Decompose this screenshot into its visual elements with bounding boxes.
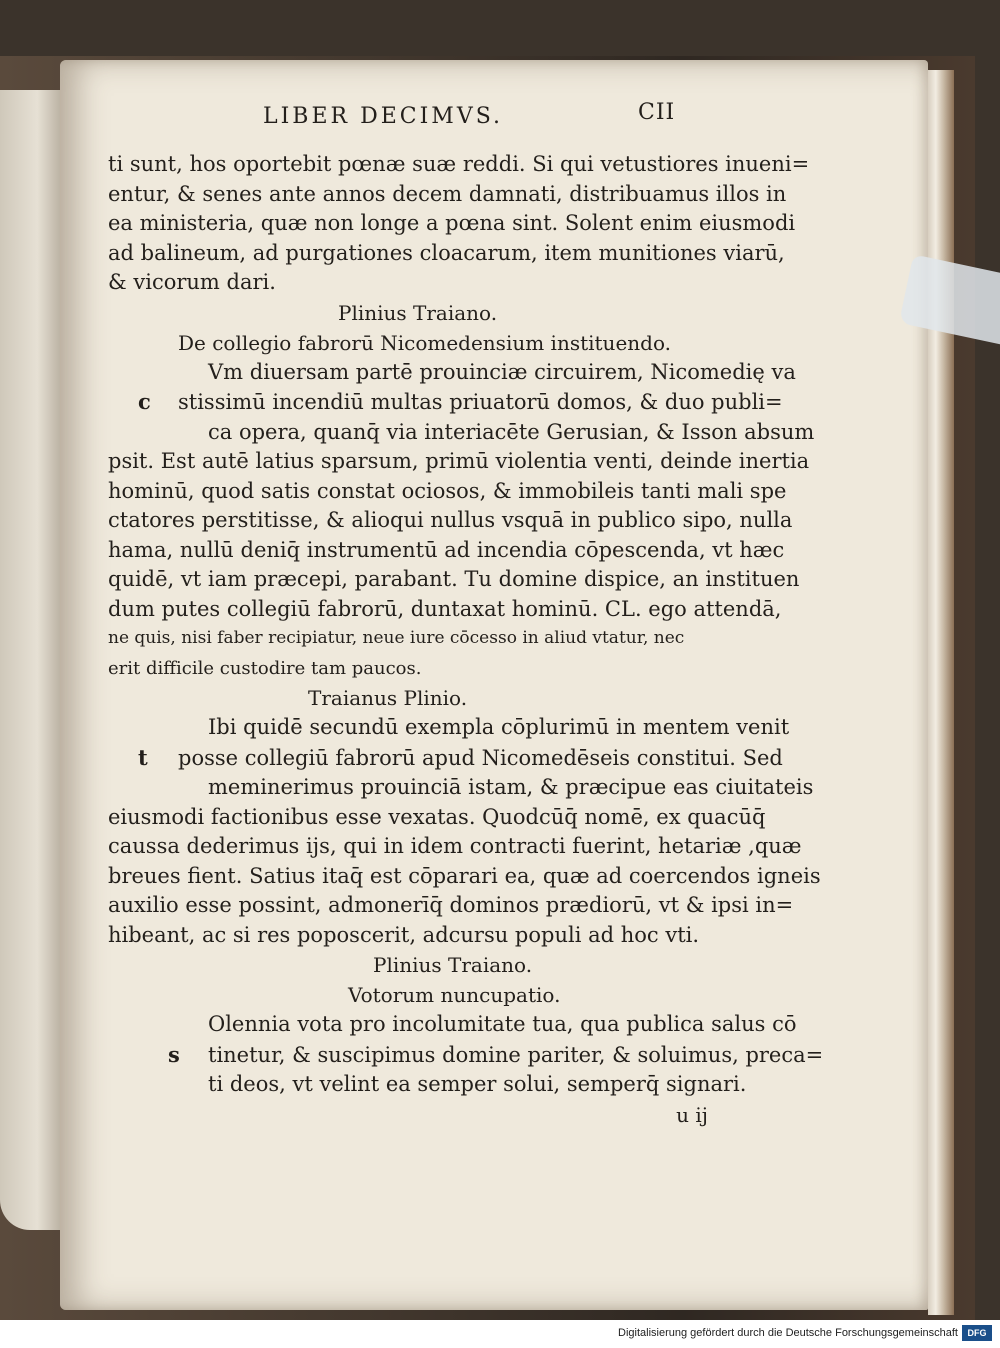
running-title: LIBER DECIMVS. bbox=[263, 104, 503, 129]
text-line: & vicorum dari. bbox=[108, 270, 276, 294]
letter-section-3 bbox=[108, 950, 824, 1130]
page-text bbox=[108, 100, 824, 1130]
text-line: caussa dederimus ijs, qui in idem contracti fuerint, hetariæ ,quæ bbox=[108, 834, 802, 858]
text-line: dum putes collegiū fabrorū, duntaxat hominū. CL. ego attendā, bbox=[108, 596, 782, 621]
text-line: hama, nullū deniq̄ instrumentū ad incendia cōpescenda, vt hæc bbox=[108, 537, 785, 562]
text-line: s tinetur, & suscipimus domine pariter, & soluimus, preca= bbox=[108, 1040, 778, 1071]
text-line: ad balineum, ad purgationes cloacarum, item munitiones viarū, bbox=[108, 240, 785, 265]
text-line: meminerimus prouinciā istam, & præcipue eas ciuitateis bbox=[208, 775, 814, 799]
funding-credit: Digitalisierung gefördert durch die Deutsche Forschungsgemeinschaft bbox=[618, 1327, 958, 1339]
text-line: erit difficile custodire tam paucos. bbox=[108, 657, 422, 679]
signature-mark: u ij bbox=[676, 1102, 708, 1127]
left-page-edge bbox=[0, 90, 62, 1230]
text-line: entur, & senes ante annos decem damnati, distribuamus illos in bbox=[108, 181, 787, 206]
dfg-logo-icon: DFG bbox=[962, 1325, 992, 1341]
text-line: t posse collegiū fabrorū apud Nicomedēseis constitui. Sed bbox=[108, 743, 778, 774]
letter-section-2 bbox=[108, 683, 821, 950]
footer-bar bbox=[0, 1320, 1000, 1348]
text-line: Vm diuersam partē prouinciæ circuirem, Nicomedię va bbox=[208, 359, 796, 384]
text-line: ti deos, vt velint ea semper solui, semperq̄ signari. bbox=[208, 1072, 747, 1096]
text-line: auxilio esse possint, admonerīq̄ dominos prædiorū, vt & ipsi in= bbox=[108, 893, 794, 917]
text-line: breues fient. Satius itaq̄ est cōparari ea, quæ ad coercendos igneis bbox=[108, 863, 821, 888]
section-subheading: Votorum nuncupatio. bbox=[348, 983, 561, 1007]
opening-paragraph bbox=[108, 150, 810, 298]
initial-guide-letter: c bbox=[138, 389, 151, 414]
text-line: hibeant, ac si res poposcerit, adcursu populi ad hoc vti. bbox=[108, 922, 700, 947]
text-line: c stissimū incendiū multas priuatorū domos, & duo publi= bbox=[108, 387, 778, 418]
text-line: ne quis, nisi faber recipiatur, neue iure cōcesso in aliud vtatur, nec bbox=[108, 628, 685, 648]
text-line: quidē, vt iam præcepi, parabant. Tu domine dispice, an instituen bbox=[108, 567, 800, 591]
section-heading: Plinius Traiano. bbox=[338, 300, 498, 325]
section-heading: Plinius Traiano. bbox=[373, 953, 533, 977]
text-line: Olennia vota pro incolumitate tua, qua publica salus cō bbox=[208, 1012, 797, 1036]
folio-number: CII bbox=[638, 100, 676, 125]
initial-guide-letter: s bbox=[168, 1041, 180, 1067]
letter-section-1 bbox=[108, 298, 815, 684]
text-line: ti sunt, hos oportebit pœnæ suæ reddi. Si qui vetustiores inueni= bbox=[108, 152, 810, 176]
section-subheading: De collegio fabrorū Nicomedensium instituendo. bbox=[178, 330, 672, 355]
text-line: eiusmodi factionibus esse vexatas. Quodcūq̄ nomē, ex quacūq̄ bbox=[108, 804, 766, 829]
page-header bbox=[108, 100, 778, 150]
section-heading: Traianus Plinio. bbox=[308, 686, 468, 710]
text-line: ca opera, quanq̄ via interiacēte Gerusian, & Isson absum bbox=[208, 419, 815, 444]
text-line: hominū, quod satis constat ociosos, & immobileis tanti mali spe bbox=[108, 478, 787, 503]
text-line: Ibi quidē secundū exempla cōplurimū in mentem venit bbox=[208, 715, 790, 739]
text-line: psit. Est autē latius sparsum, primū violentia venti, deinde inertia bbox=[108, 449, 810, 473]
text-line: ea ministeria, quæ non longe a pœna sint. Solent enim eiusmodi bbox=[108, 211, 796, 235]
initial-guide-letter: t bbox=[138, 744, 148, 770]
text-line: ctatores perstitisse, & alioqui nullus vsquā in publico sipo, nulla bbox=[108, 508, 793, 532]
right-page-edges bbox=[928, 70, 954, 1315]
